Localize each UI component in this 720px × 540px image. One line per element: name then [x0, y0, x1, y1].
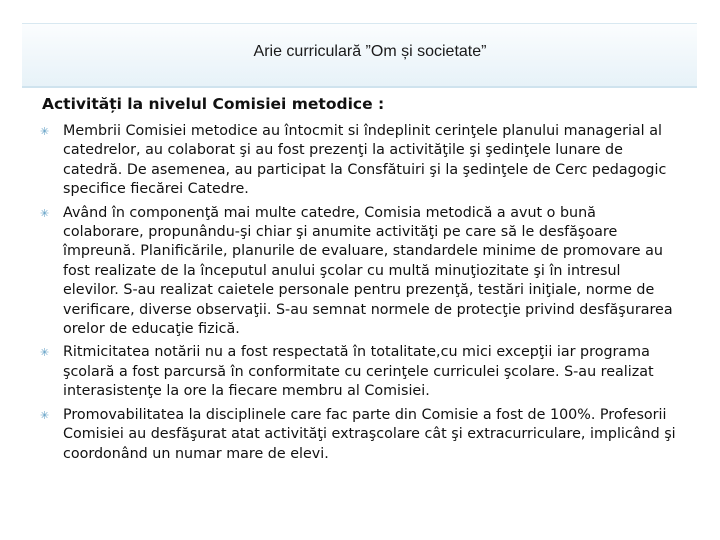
list-item-text: Ritmicitatea notării nu a fost respectată în totalitate,cu mici excepţii iar programa şcolară a fost parcursă în conformitate cu cerinţele curriculei şcolare. S-au realizat interasistenţe la ore la fiecare membru al Comisiei. — [63, 344, 654, 400]
asterisk-bullet-icon: ✳ — [40, 206, 50, 220]
asterisk-bullet-icon: ✳ — [40, 346, 50, 360]
slide-title: Arie curriculară ”Om și societate” — [253, 43, 487, 60]
list-item — [40, 406, 680, 464]
section-heading: Activități la nivelul Comisiei metodice : — [42, 95, 385, 113]
list-item-text: Membrii Comisiei metodice au întocmit si îndeplinit cerinţele planului managerial al catedrelor, au colaborat şi au fost prezenţi la activităţile şi şedinţele lunare de catedră. De asemenea, au participat la Consfătuiri şi la şedinţele de Cerc pedagogic specifice fiecărei Catedre. — [63, 123, 667, 198]
list-item-text: Având în componenţă mai multe catedre, Comisia metodică a avut o bună colaborare, propunându-şi chiar şi anumite activităţi pe care să le desfăşoare împreună. Planificările, planurile de evaluare, standardele minime de promovare au fost realizate de la începutul anului şcolar cu multă minuţiozitate şi în intresul elevilor. S-au realizat caietele personale pentru prezenţă, testări iniţiale, norme de verificare, diverse observaţii. S-au semnat normele de protecţie privind desfăşurarea orelor de educaţie fizică. — [63, 204, 673, 338]
bullet-list — [40, 122, 680, 468]
asterisk-bullet-icon: ✳ — [40, 408, 50, 422]
list-item — [40, 122, 680, 200]
list-item — [40, 204, 680, 340]
list-item — [40, 343, 680, 401]
list-item-text: Promovabilitatea la disciplinele care fac parte din Comisie a fost de 100%. Profesorii Comisiei au desfăşurat atat activităţi extraşcolare cât şi extracurriculare, implicând şi coordonând un numar mare de elevi. — [63, 406, 676, 462]
asterisk-bullet-icon: ✳ — [40, 125, 50, 138]
